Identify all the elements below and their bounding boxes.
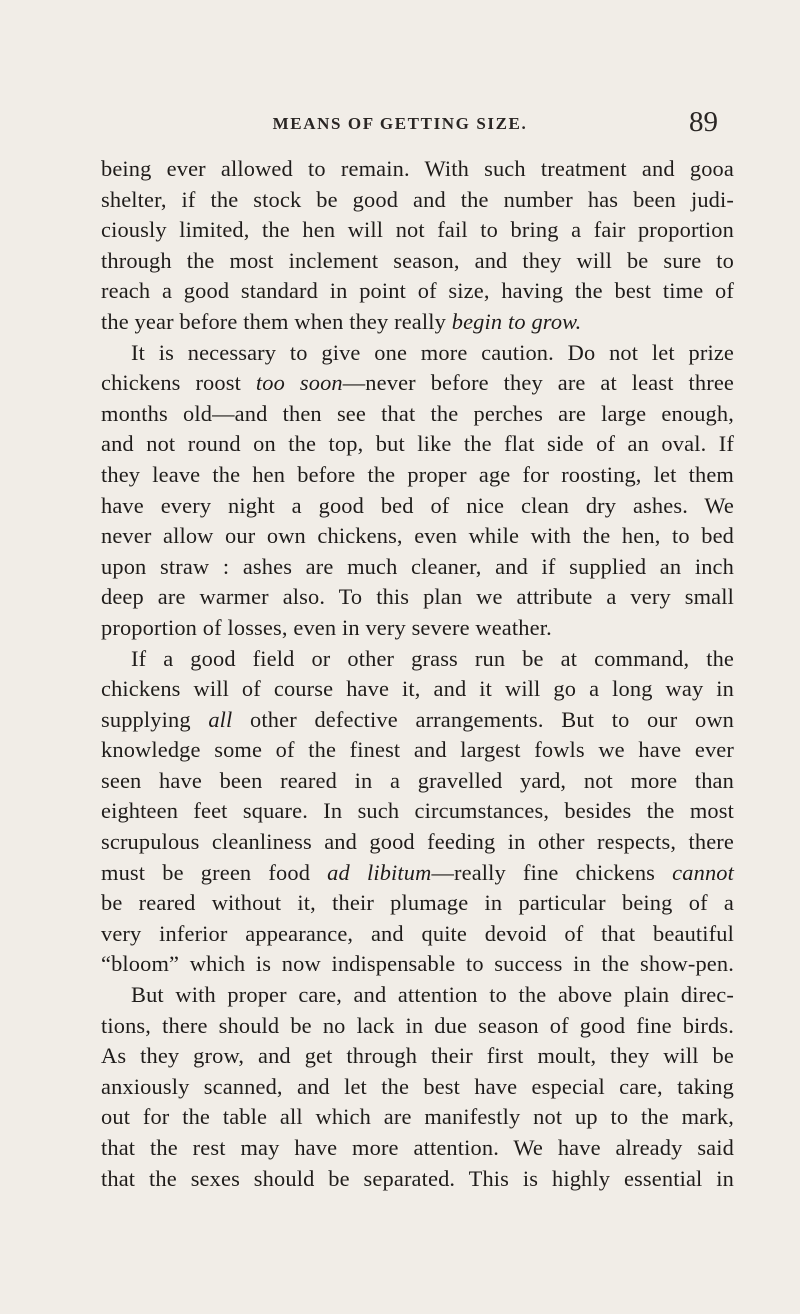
- text-line: [101, 460, 734, 491]
- text-line: [101, 827, 734, 858]
- text-line: [101, 491, 734, 522]
- text-line: [101, 368, 734, 399]
- text-run: —really fine chickens: [431, 859, 673, 885]
- text-line: [101, 644, 734, 675]
- text-line: [101, 276, 734, 307]
- text-line: [101, 552, 734, 583]
- text-line: [101, 399, 734, 430]
- text-run: the year before them when they really: [101, 308, 452, 334]
- text-line: [101, 980, 734, 1011]
- text-run: chickens will of course have it, and it will go a long way in: [101, 676, 734, 702]
- text-run: tions, there should be no lack in due season of good fine birds.: [101, 1012, 734, 1038]
- text-run: and not round on the top, but like the flat side of an oval. If: [101, 431, 734, 457]
- text-run: very inferior appearance, and quite devoid of that beautiful: [101, 920, 734, 946]
- text-line: [101, 766, 734, 797]
- text-line: [101, 1164, 734, 1195]
- italic-text: cannot: [672, 859, 735, 885]
- text-run: never allow our own chickens, even while with the hen, to bed: [101, 523, 734, 549]
- text-line: [101, 888, 734, 919]
- text-run: But with proper care, and attention to the above plain direc-: [131, 982, 734, 1008]
- text-run: being ever allowed to remain. With such treatment and gooa: [101, 156, 734, 181]
- text-line: [101, 1041, 734, 1072]
- text-line: [101, 735, 734, 766]
- text-run: If a good field or other grass run be at command, the: [131, 645, 734, 671]
- text-run: out for the table all which are manifestly not up to the mark,: [101, 1104, 734, 1130]
- text-run: scrupulous cleanliness and good feeding in other respects, there: [101, 829, 734, 855]
- text-line: [101, 1133, 734, 1164]
- text-run: be reared without it, their plumage in particular being of a: [101, 890, 734, 916]
- text-run: “bloom” which is now indispensable to success in the show-pen.: [101, 951, 734, 977]
- text-line: [101, 858, 734, 889]
- text-line: [101, 1072, 734, 1103]
- text-line: [101, 1011, 734, 1042]
- text-run: have every night a good bed of nice clean dry ashes. We: [101, 492, 734, 518]
- text-run: chickens roost: [101, 370, 256, 396]
- text-run: must be green food: [101, 859, 328, 885]
- text-run: anxiously scanned, and let the best have especial care, taking: [101, 1073, 734, 1099]
- text-run: shelter, if the stock be good and the number has been judi-: [101, 186, 734, 212]
- text-line: [101, 919, 734, 950]
- italic-text: all: [208, 706, 233, 732]
- text-line: [101, 246, 734, 277]
- text-line: [101, 307, 734, 338]
- italic-text: too soon: [255, 370, 343, 396]
- text-run: seen have been reared in a gravelled yard, not more than: [101, 767, 734, 793]
- text-line: [101, 949, 734, 980]
- text-run: As they grow, and get through their first moult, they will be: [101, 1043, 734, 1069]
- running-title: MEANS OF GETTING SIZE.: [272, 114, 528, 133]
- text-line: [101, 582, 734, 613]
- text-line: [101, 215, 734, 246]
- text-run: reach a good standard in point of size, having the best time of: [101, 278, 734, 304]
- text-run: —never before they are at least three: [342, 370, 734, 396]
- text-run: eighteen feet square. In such circumstances, besides the most: [101, 798, 734, 824]
- text-run: upon straw : ashes are much cleaner, and if supplied an inch: [101, 553, 734, 579]
- text-line: [101, 154, 734, 185]
- text-line: [101, 705, 734, 736]
- page-number: 89: [689, 106, 718, 138]
- text-line: [101, 613, 734, 644]
- text-line: [101, 185, 734, 216]
- text-line: [101, 674, 734, 705]
- text-line: [101, 796, 734, 827]
- text-line: [101, 1102, 734, 1133]
- text-run: It is necessary to give one more caution. Do not let prize: [131, 339, 734, 365]
- text-run: through the most inclement season, and they will be sure to: [101, 247, 734, 273]
- text-run: deep are warmer also. To this plan we attribute a very small: [101, 584, 734, 610]
- text-line: [101, 429, 734, 460]
- text-run: supplying: [101, 706, 209, 732]
- text-line: [101, 338, 734, 369]
- text-run: they leave the hen before the proper age for roosting, let them: [101, 461, 734, 487]
- body-text: [101, 154, 734, 1194]
- text-run: knowledge some of the finest and largest fowls we have ever: [101, 737, 734, 763]
- italic-text: begin to grow.: [451, 308, 582, 334]
- text-run: that the rest may have more attention. We have already said: [101, 1135, 734, 1160]
- text-run: other defective arrangements. But to our own: [232, 706, 734, 732]
- text-line: [101, 521, 734, 552]
- text-run: months old—and then see that the perches are large enough,: [101, 400, 734, 426]
- running-head: [0, 106, 800, 146]
- italic-text: ad libitum: [327, 859, 432, 885]
- text-run: proportion of losses, even in very severe weather.: [101, 614, 552, 640]
- text-run: ciously limited, the hen will not fail to bring a fair proportion: [101, 217, 734, 243]
- text-run: that the sexes should be separated. This is highly essential in: [101, 1165, 734, 1191]
